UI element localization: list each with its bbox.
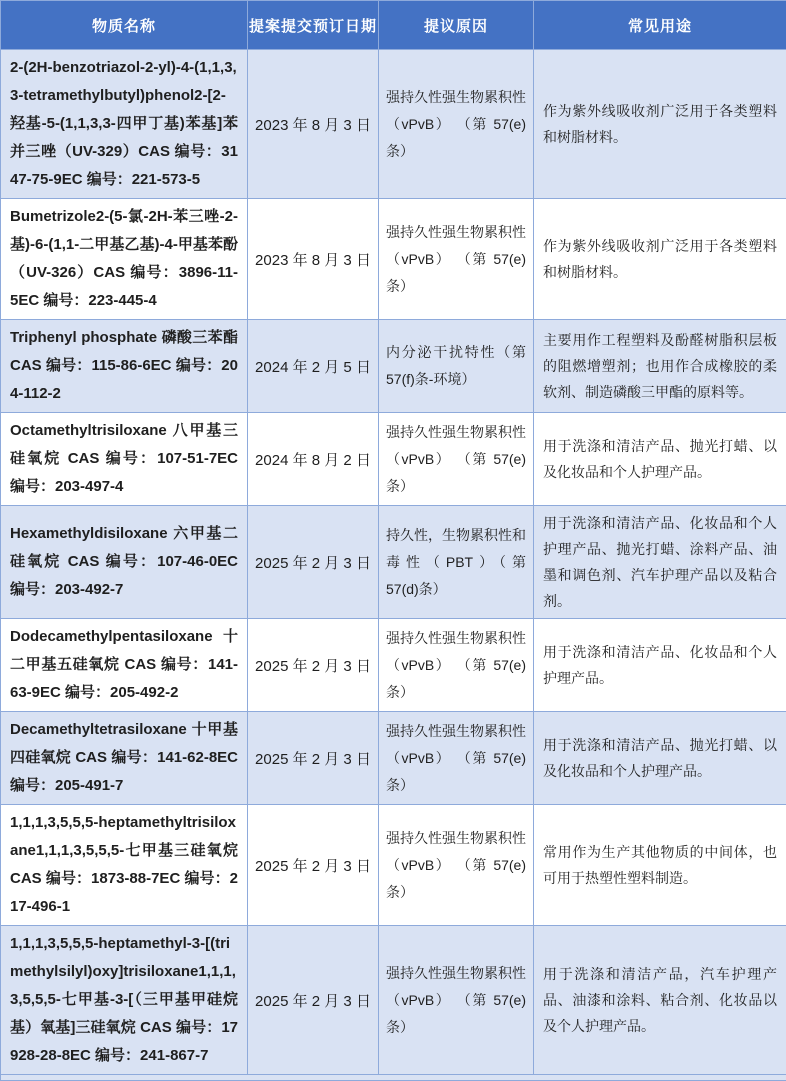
substance-name-cell: Hexamethyldisiloxane 六甲基二硅氧烷 CAS 编号：107-46-0EC 编号：203-492-7 [1, 506, 248, 619]
column-header-proposal-date: 提案提交预订日期 [248, 1, 379, 50]
partial-next-row [1, 1075, 786, 1081]
use-cell: 用于洗涤和清洁产品、抛光打蜡、以及化妆品和个人护理产品。 [534, 413, 786, 506]
use-cell: 用于洗涤和清洁产品，汽车护理产品、油漆和涂料、粘合剂、化妆品以及个人护理产品。 [534, 926, 786, 1075]
use-cell: 作为紫外线吸收剂广泛用于各类塑料和树脂材料。 [534, 50, 786, 199]
column-header-common-uses: 常见用途 [534, 1, 786, 50]
date-cell: 2025 年 2 月 3 日 [248, 926, 379, 1075]
reason-cell: 强持久性强生物累积性（vPvB） （第 57(e)条） [379, 712, 534, 805]
table-row [1, 199, 786, 320]
reason-cell: 强持久性强生物累积性（vPvB） （第 57(e)条） [379, 50, 534, 199]
date-cell: 2024 年 2 月 5 日 [248, 320, 379, 413]
column-header-substance-name: 物质名称 [1, 1, 248, 50]
date-cell: 2025 年 2 月 3 日 [248, 805, 379, 926]
table-footer [1, 1075, 786, 1081]
reason-cell: 强持久性强生物累积性（vPvB） （第 57(e)条） [379, 619, 534, 712]
table-row [1, 712, 786, 805]
substance-name-cell: Dodecamethylpentasiloxane 十二甲基五硅氧烷 CAS 编号：141-63-9EC 编号：205-492-2 [1, 619, 248, 712]
date-cell: 2023 年 8 月 3 日 [248, 199, 379, 320]
use-cell: 常用作为生产其他物质的中间体，也可用于热塑性塑料制造。 [534, 805, 786, 926]
table-row [1, 926, 786, 1075]
substance-name-cell: Triphenyl phosphate 磷酸三苯酯 CAS 编号：115-86-6EC 编号：204-112-2 [1, 320, 248, 413]
date-cell: 2024 年 8 月 2 日 [248, 413, 379, 506]
reason-cell: 强持久性强生物累积性（vPvB） （第 57(e)条） [379, 413, 534, 506]
date-cell: 2025 年 2 月 3 日 [248, 619, 379, 712]
reason-cell: 强持久性强生物累积性（vPvB） （第 57(e)条） [379, 805, 534, 926]
table-header-row [1, 1, 786, 50]
substance-name-cell: 1,1,1,3,5,5,5-heptamethyl-3-[(trimethylsilyl)oxy]trisiloxane1,1,1,3,5,5,5-七甲基-3-[（三甲基甲硅烷基）氧基]三硅氧烷 CAS 编号：17928-28-8EC 编号：241-867-7 [1, 926, 248, 1075]
table-row [1, 320, 786, 413]
use-cell: 用于洗涤和清洁产品、抛光打蜡、以及化妆品和个人护理产品。 [534, 712, 786, 805]
substance-name-cell: Octamethyltrisiloxane 八甲基三硅氧烷 CAS 编号：107-51-7EC 编号：203-497-4 [1, 413, 248, 506]
table-row [1, 805, 786, 926]
partial-row-strip [1, 1075, 786, 1081]
table-row [1, 619, 786, 712]
substance-name-cell: Bumetrizole2-(5-氯-2H-苯三唑-2-基)-6-(1,1-二甲基乙基)-4-甲基苯酚（UV-326）CAS 编号：3896-11-5EC 编号：223-445-4 [1, 199, 248, 320]
reason-cell: 内分泌干扰特性（第 57(f)条-环境） [379, 320, 534, 413]
use-cell: 用于洗涤和清洁产品、化妆品和个人护理产品、抛光打蜡、涂料产品、油墨和调色剂、汽车护理产品以及粘合剂。 [534, 506, 786, 619]
date-cell: 2025 年 2 月 3 日 [248, 506, 379, 619]
use-cell: 用于洗涤和清洁产品、化妆品和个人护理产品。 [534, 619, 786, 712]
date-cell: 2025 年 2 月 3 日 [248, 712, 379, 805]
column-header-proposal-reason: 提议原因 [379, 1, 534, 50]
substance-name-cell: 1,1,1,3,5,5,5-heptamethyltrisiloxane1,1,1,3,5,5,5-七甲基三硅氧烷 CAS 编号：1873-88-7EC 编号：217-496-1 [1, 805, 248, 926]
reason-cell: 持久性，生物累积性和毒性（PBT）（第 57(d)条） [379, 506, 534, 619]
table-row [1, 413, 786, 506]
reason-cell: 强持久性强生物累积性（vPvB） （第 57(e)条） [379, 926, 534, 1075]
table-row [1, 506, 786, 619]
reason-cell: 强持久性强生物累积性（vPvB） （第 57(e)条） [379, 199, 534, 320]
use-cell: 作为紫外线吸收剂广泛用于各类塑料和树脂材料。 [534, 199, 786, 320]
date-cell: 2023 年 8 月 3 日 [248, 50, 379, 199]
table-body [1, 50, 786, 1075]
substance-name-cell: 2-(2H-benzotriazol-2-yl)-4-(1,1,3,3-tetramethylbutyl)phenol2-[2-羟基-5-(1,1,3,3-四甲丁基)苯基]苯并三唑（UV-329）CAS 编号：3147-75-9EC 编号：221-573-5 [1, 50, 248, 199]
substance-name-cell: Decamethyltetrasiloxane 十甲基四硅氧烷 CAS 编号：141-62-8EC 编号：205-491-7 [1, 712, 248, 805]
use-cell: 主要用作工程塑料及酚醛树脂积层板的阻燃增塑剂；也用作合成橡胶的柔软剂、制造磷酸三甲酯的原料等。 [534, 320, 786, 413]
table-row [1, 50, 786, 199]
